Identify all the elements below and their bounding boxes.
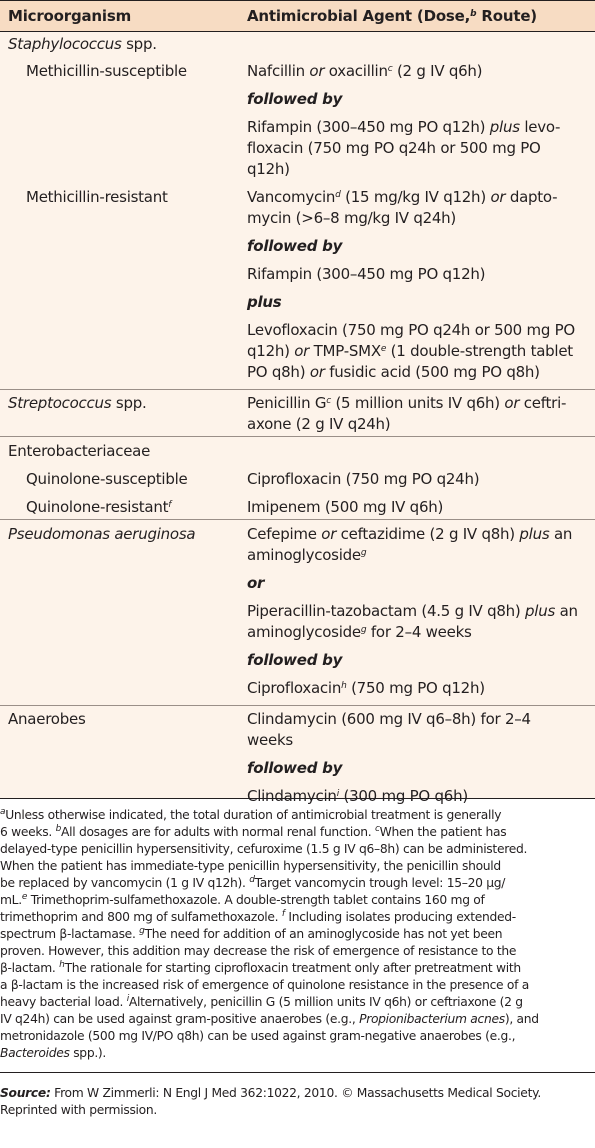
footnote-line: proven. However, this addition may decrease the risk of emergence of resistance to the xyxy=(0,944,517,958)
agent-mssa-line1: Nafcillin or oxacillin$^c$ (2 g IV q6h) xyxy=(247,62,483,80)
row-divider xyxy=(0,389,595,390)
agent-mrsa-line3: Rifampin (300–450 mg PO q12h) xyxy=(247,265,486,283)
agent-pseudo-line3: Piperacillin-tazobactam (4.5 g IV q8h) plus an xyxy=(247,602,578,620)
agent-strep-line2: axone (2 g IV q24h) xyxy=(247,415,391,433)
agent-pseudo-line1: Cefepime or ceftazidime (2 g IV q8h) plus an xyxy=(247,525,573,543)
agent-mrsa-line1: Vancomycin$^d$ (15 mg/kg IV q12h) or dapto- xyxy=(247,188,558,206)
followed-by-label: followed by xyxy=(247,90,343,108)
source-citation: Source: From W Zimmerli: N Engl J Med 362:1022, 2010. © Massachusetts Medical Society. xyxy=(0,1086,541,1100)
row-methicillin-susceptible: Methicillin-susceptible xyxy=(26,62,187,80)
footnote-divider xyxy=(0,1072,595,1073)
agent-mssa-line4: q12h) xyxy=(247,160,290,178)
agent-mrsa-line6: PO q8h) or fusidic acid (500 mg PO q8h) xyxy=(247,363,540,381)
row-divider xyxy=(0,705,595,706)
footnote-line: spectrum β-lactamase. $^g$The need for addition of an aminoglycoside has not yet been xyxy=(0,926,503,941)
footnote-line: be replaced by vancomycin (1 g IV q12h). $^d$Target vancomycin trough level: 15–20 µg/ xyxy=(0,875,506,890)
plus-label: plus xyxy=(247,293,282,311)
row-quinolone-susceptible: Quinolone-susceptible xyxy=(26,470,188,488)
followed-by-label: followed by xyxy=(247,651,343,669)
row-staphylococcus: Staphylococcus spp. xyxy=(8,35,157,53)
source-citation-line2: Reprinted with permission. xyxy=(0,1103,157,1117)
agent-mssa-line2: Rifampin (300–450 mg PO q12h) plus levo- xyxy=(247,118,561,136)
footnote-line: When the patient has immediate-type penicillin hypersensitivity, the penicillin should xyxy=(0,859,501,873)
footnote-line: delayed-type penicillin hypersensitivity, cefuroxime (1.5 g IV q6–8h) can be administered. xyxy=(0,842,528,856)
agent-pseudo-line4: aminoglycoside$^g$ for 2–4 weeks xyxy=(247,623,472,641)
footnote-line: trimethoprim and 800 mg of sulfamethoxazole. $^f$ Including isolates producing extended- xyxy=(0,909,516,924)
row-divider xyxy=(0,519,595,520)
or-label: or xyxy=(247,574,265,592)
agent-anaer-line3: Clindamycin$^i$ (300 mg PO q6h) xyxy=(247,787,468,805)
row-quinolone-resistant: Quinolone-resistant$^f$ xyxy=(26,498,172,516)
table-header xyxy=(0,0,595,32)
agent-quinolone-resistant: Imipenem (500 mg IV q6h) xyxy=(247,498,444,516)
footnote-line: metronidazole (500 mg IV/PO q8h) can be used against gram-negative anaerobes (e.g., xyxy=(0,1029,516,1043)
agent-strep-line1: Penicillin $G^c$ (5 million units IV q6h) or ceftri- xyxy=(247,394,567,412)
agent-mrsa-line4: Levofloxacin (750 mg PO q24h or 500 mg PO xyxy=(247,321,575,339)
row-pseudomonas: Pseudomonas aeruginosa xyxy=(8,525,196,543)
agent-quinolone-susceptible: Ciprofloxacin (750 mg PO q24h) xyxy=(247,470,480,488)
row-divider xyxy=(0,436,595,437)
footnote-line: a β-lactam is the increased risk of emergence of quinolone resistance in the presence of a xyxy=(0,978,530,992)
agent-pseudo-line5: Ciprofloxacin$^h$ (750 mg PO q12h) xyxy=(247,679,485,697)
agent-pseudo-line2: aminoglycoside$^g$ xyxy=(247,546,367,564)
followed-by-label: followed by xyxy=(247,237,343,255)
footnote-line: IV q24h) can be used against gram-positive anaerobes (e.g., Propionibacterium acnes), and xyxy=(0,1012,539,1026)
agent-anaer-line2: weeks xyxy=(247,731,293,749)
col-header-agent: Antimicrobial Agent (Dose,$^b$ Route) xyxy=(247,7,537,25)
agent-mrsa-line5: q12h) or TMP-SMX$^e$ (1 double-strength tablet xyxy=(247,342,573,360)
row-enterobacteriaceae: Enterobacteriaceae xyxy=(8,442,151,460)
col-header-microorganism: Microorganism xyxy=(8,7,132,25)
footnote-line: 6 weeks. $^b$All dosages are for adults with normal renal function. $^c$When the patient has xyxy=(0,824,507,839)
footnote-line: mL.$^e$ Trimethoprim-sulfamethoxazole. A double-strength tablet contains 160 mg of xyxy=(0,892,485,907)
footnote-line: Bacteroides spp.). xyxy=(0,1046,107,1060)
agent-mssa-line3: floxacin (750 mg PO q24h or 500 mg PO xyxy=(247,139,541,157)
footnote-line: β-lactam. $^h$The rationale for starting ciprofloxacin treatment only after pretreatment with xyxy=(0,960,521,975)
followed-by-label: followed by xyxy=(247,759,343,777)
footnote-line: heavy bacterial load. $^i$Alternatively, penicillin G (5 million units IV q6h) or ceftriaxone (2 g xyxy=(0,994,523,1009)
agent-mrsa-line2: mycin (>6–8 mg/kg IV q24h) xyxy=(247,209,457,227)
agent-anaer-line1: Clindamycin (600 mg IV q6–8h) for 2–4 xyxy=(247,710,531,728)
row-anaerobes: Anaerobes xyxy=(8,710,86,728)
footnote-line: $^a$Unless otherwise indicated, the total duration of antimicrobial treatment is generally xyxy=(0,807,502,822)
row-methicillin-resistant: Methicillin-resistant xyxy=(26,188,168,206)
row-streptococcus: Streptococcus spp. xyxy=(8,394,147,412)
